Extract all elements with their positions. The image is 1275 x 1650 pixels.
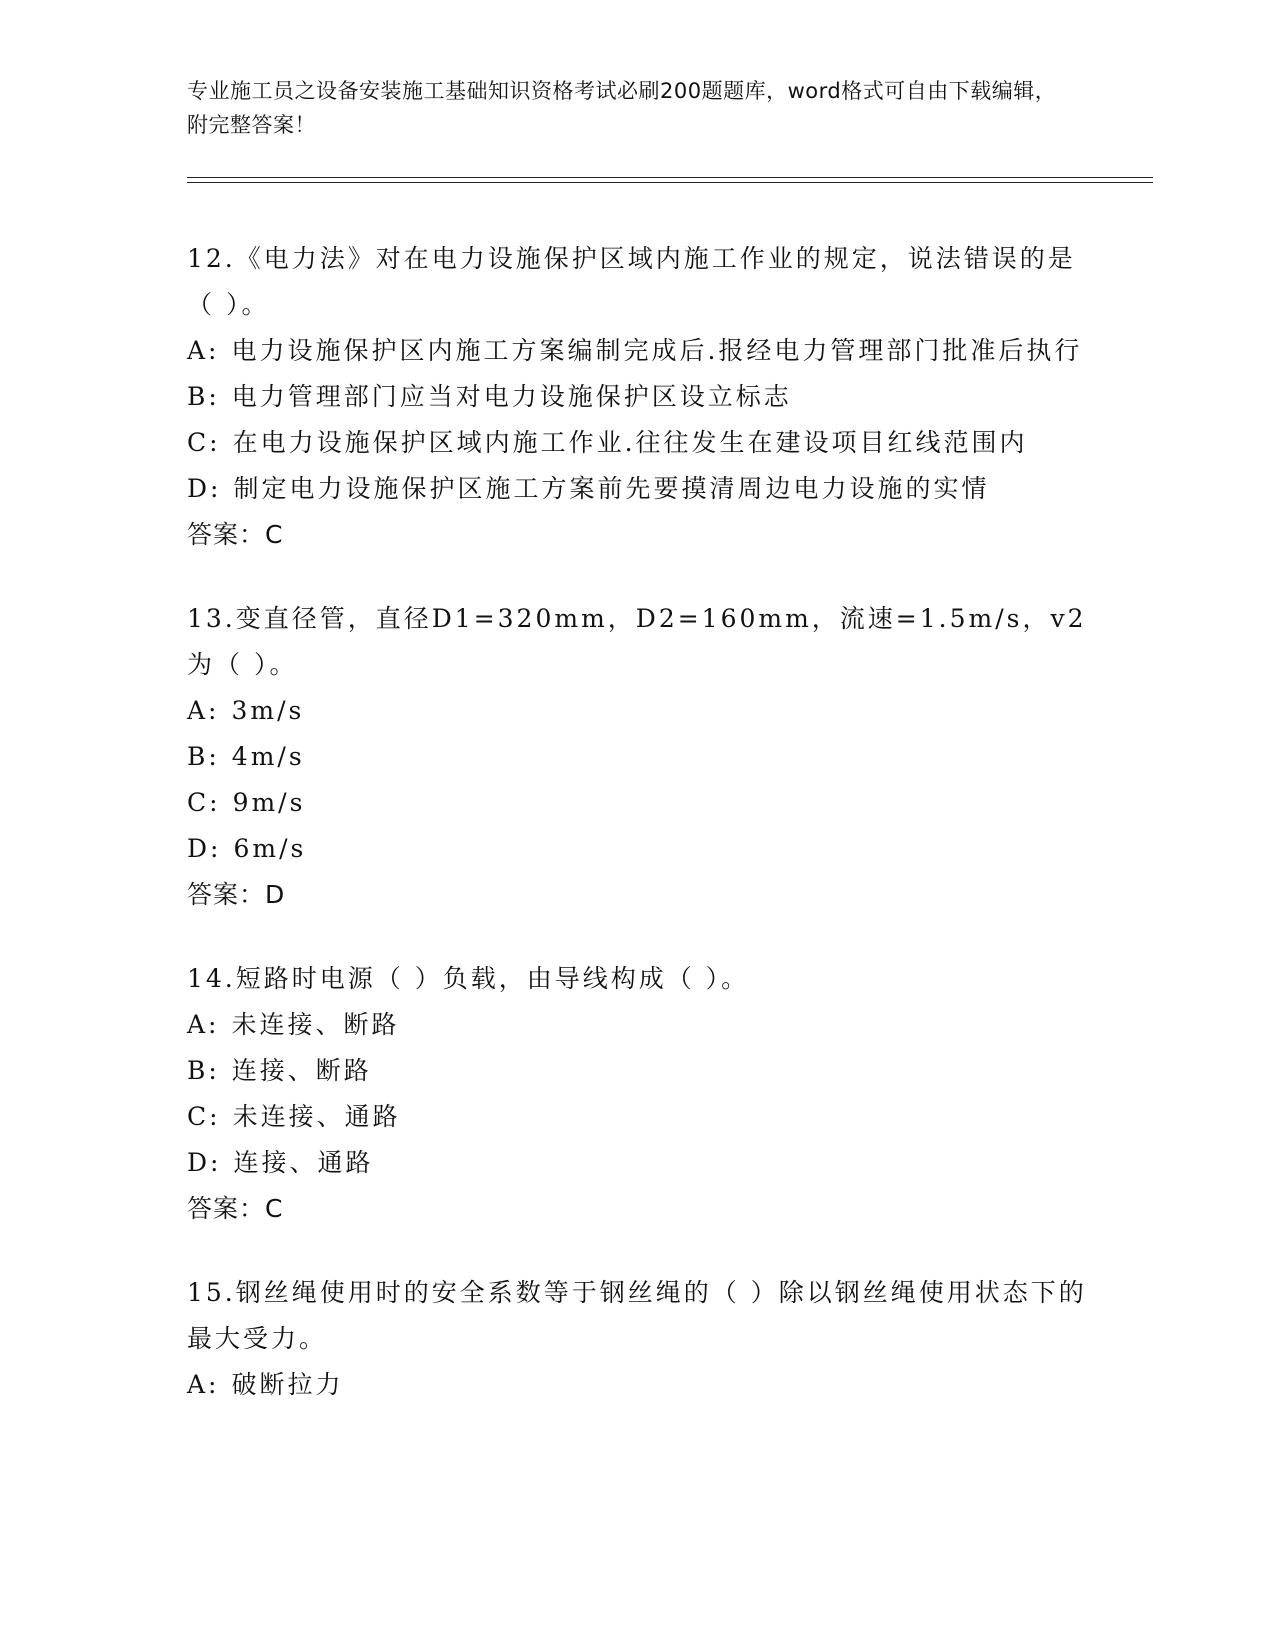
- option-letter: D:: [187, 474, 222, 503]
- option-a: [187, 688, 1087, 734]
- header-rule-top: [187, 177, 1153, 178]
- option-text: 破断拉力: [231, 1370, 344, 1399]
- option-d: [187, 466, 1087, 512]
- option-c: [187, 1094, 1087, 1140]
- option-letter: B:: [187, 1056, 220, 1085]
- option-text: 连接、断路: [231, 1056, 372, 1085]
- option-text: 未连接、通路: [232, 1102, 401, 1131]
- option-letter: A:: [187, 336, 220, 365]
- question-15: [187, 1270, 1087, 1408]
- option-letter: A:: [187, 1370, 220, 1399]
- option-c: [187, 420, 1087, 466]
- option-a: [187, 1002, 1087, 1048]
- option-letter: C:: [187, 788, 221, 817]
- answer-line: 答案：C: [187, 1194, 284, 1223]
- option-a: [187, 328, 1087, 374]
- option-letter: C:: [187, 428, 221, 457]
- answer-line: 答案：C: [187, 520, 284, 549]
- option-text: 9m/s: [232, 788, 306, 817]
- option-text: 电力管理部门应当对电力设施保护区设立标志: [231, 382, 792, 411]
- option-text: 制定电力设施保护区施工方案前先要摸清周边电力设施的实情: [233, 474, 990, 503]
- question-13: [187, 596, 1087, 918]
- option-d: [187, 1140, 1087, 1186]
- option-text: 4m/s: [231, 742, 305, 771]
- option-a: [187, 1362, 1087, 1408]
- question-14: [187, 956, 1087, 1232]
- option-text: 6m/s: [233, 834, 307, 863]
- document-header: 专业施工员之设备安装施工基础知识资格考试必刷200题题库，word格式可自由下载编辑，附完整答案！: [187, 79, 1057, 137]
- option-text: 在电力设施保护区域内施工作业.往往发生在建设项目红线范围内: [232, 428, 1028, 457]
- option-letter: A:: [187, 1010, 220, 1039]
- option-letter: A:: [187, 696, 220, 725]
- option-b: [187, 374, 1087, 420]
- option-letter: D:: [187, 834, 222, 863]
- option-letter: D:: [187, 1148, 222, 1177]
- option-d: [187, 826, 1087, 872]
- option-text: 3m/s: [231, 696, 305, 725]
- question-12: [187, 236, 1087, 558]
- question-text: 13.变直径管，直径D1=320mm，D2=160mm，流速=1.5m/s，v2为（ ）。: [187, 604, 1087, 679]
- header-rule-bottom: [187, 182, 1153, 183]
- option-b: [187, 734, 1087, 780]
- question-text: 15.钢丝绳使用时的安全系数等于钢丝绳的（ ）除以钢丝绳使用状态下的最大受力。: [187, 1278, 1087, 1353]
- option-letter: B:: [187, 742, 220, 771]
- option-letter: B:: [187, 382, 220, 411]
- option-text: 连接、通路: [233, 1148, 374, 1177]
- option-c: [187, 780, 1087, 826]
- option-b: [187, 1048, 1087, 1094]
- question-text: 14.短路时电源（ ）负载，由导线构成（ ）。: [187, 964, 750, 993]
- question-list: [187, 236, 1087, 1446]
- option-text: 未连接、断路: [231, 1010, 400, 1039]
- option-letter: C:: [187, 1102, 221, 1131]
- question-text: 12.《电力法》对在电力设施保护区域内施工作业的规定，说法错误的是（ ）。: [187, 244, 1076, 319]
- option-text: 电力设施保护区内施工方案编制完成后.报经电力管理部门批准后执行: [231, 336, 1083, 365]
- answer-line: 答案：D: [187, 880, 286, 909]
